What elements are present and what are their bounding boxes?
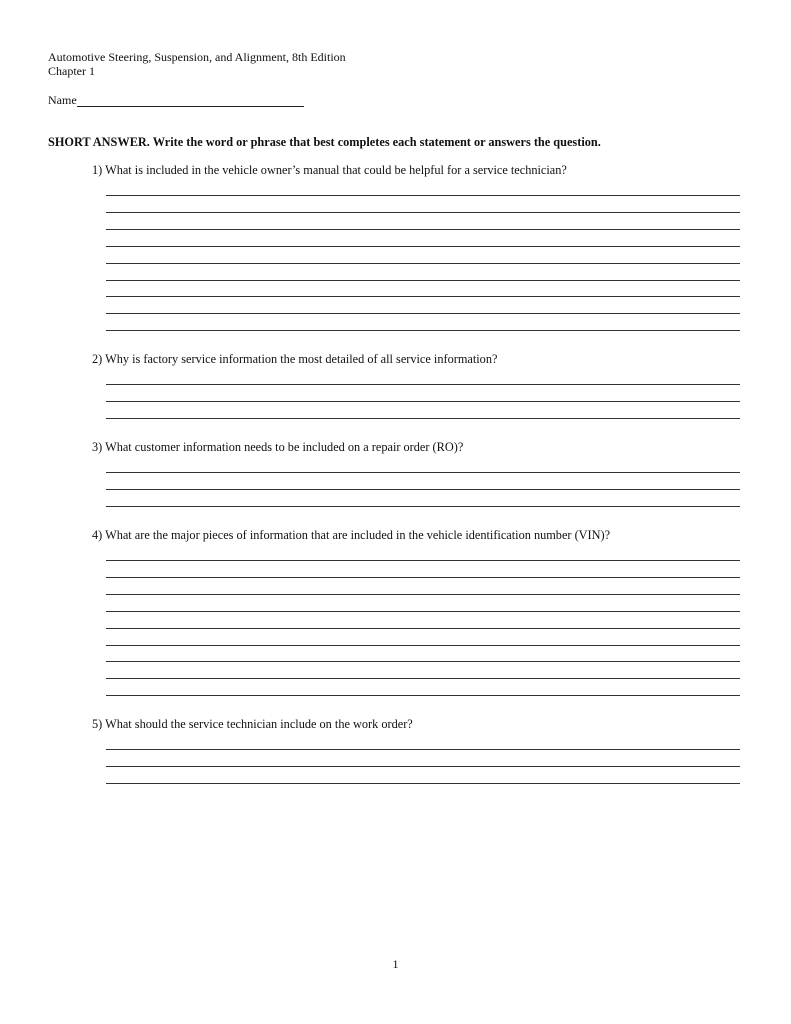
answer-line[interactable]	[106, 695, 740, 696]
answer-line[interactable]	[106, 611, 740, 612]
answer-line[interactable]	[106, 212, 740, 213]
answer-area-2[interactable]	[106, 384, 740, 420]
name-label: Name	[48, 93, 77, 107]
answer-line[interactable]	[106, 195, 740, 196]
name-row	[48, 93, 304, 107]
question-1: 1) What is included in the vehicle owner’s manual that could be helpful for a service technician?	[92, 163, 567, 177]
answer-line[interactable]	[106, 472, 740, 473]
answer-line[interactable]	[106, 749, 740, 750]
book-title: Automotive Steering, Suspension, and Alignment, 8th Edition	[48, 50, 346, 64]
answer-area-1[interactable]	[106, 195, 740, 332]
page-number: 1	[392, 957, 399, 971]
answer-line[interactable]	[106, 296, 740, 297]
answer-line[interactable]	[106, 384, 740, 385]
answer-line[interactable]	[106, 330, 740, 331]
answer-line[interactable]	[106, 766, 740, 767]
question-2: 2) Why is factory service information the most detailed of all service information?	[92, 352, 498, 366]
answer-line[interactable]	[106, 418, 740, 419]
answer-line[interactable]	[106, 229, 740, 230]
answer-area-5[interactable]	[106, 749, 740, 785]
answer-line[interactable]	[106, 577, 740, 578]
answer-area-4[interactable]	[106, 560, 740, 697]
answer-line[interactable]	[106, 594, 740, 595]
answer-line[interactable]	[106, 628, 740, 629]
answer-line[interactable]	[106, 678, 740, 679]
name-field[interactable]	[77, 94, 304, 107]
answer-area-3[interactable]	[106, 472, 740, 508]
question-4: 4) What are the major pieces of information that are included in the vehicle identification number (VIN)?	[92, 528, 611, 542]
answer-line[interactable]	[106, 783, 740, 784]
answer-line[interactable]	[106, 661, 740, 662]
answer-line[interactable]	[106, 263, 740, 264]
answer-line[interactable]	[106, 401, 740, 402]
answer-line[interactable]	[106, 645, 740, 646]
chapter-label: Chapter 1	[48, 64, 95, 78]
answer-line[interactable]	[106, 560, 740, 561]
question-3: 3) What customer information needs to be included on a repair order (RO)?	[92, 440, 464, 454]
section-instructions: SHORT ANSWER. Write the word or phrase that best completes each statement or answers the question.	[48, 135, 601, 149]
answer-line[interactable]	[106, 280, 740, 281]
answer-line[interactable]	[106, 506, 740, 507]
answer-line[interactable]	[106, 246, 740, 247]
answer-line[interactable]	[106, 489, 740, 490]
question-5: 5) What should the service technician include on the work order?	[92, 717, 413, 731]
answer-line[interactable]	[106, 313, 740, 314]
